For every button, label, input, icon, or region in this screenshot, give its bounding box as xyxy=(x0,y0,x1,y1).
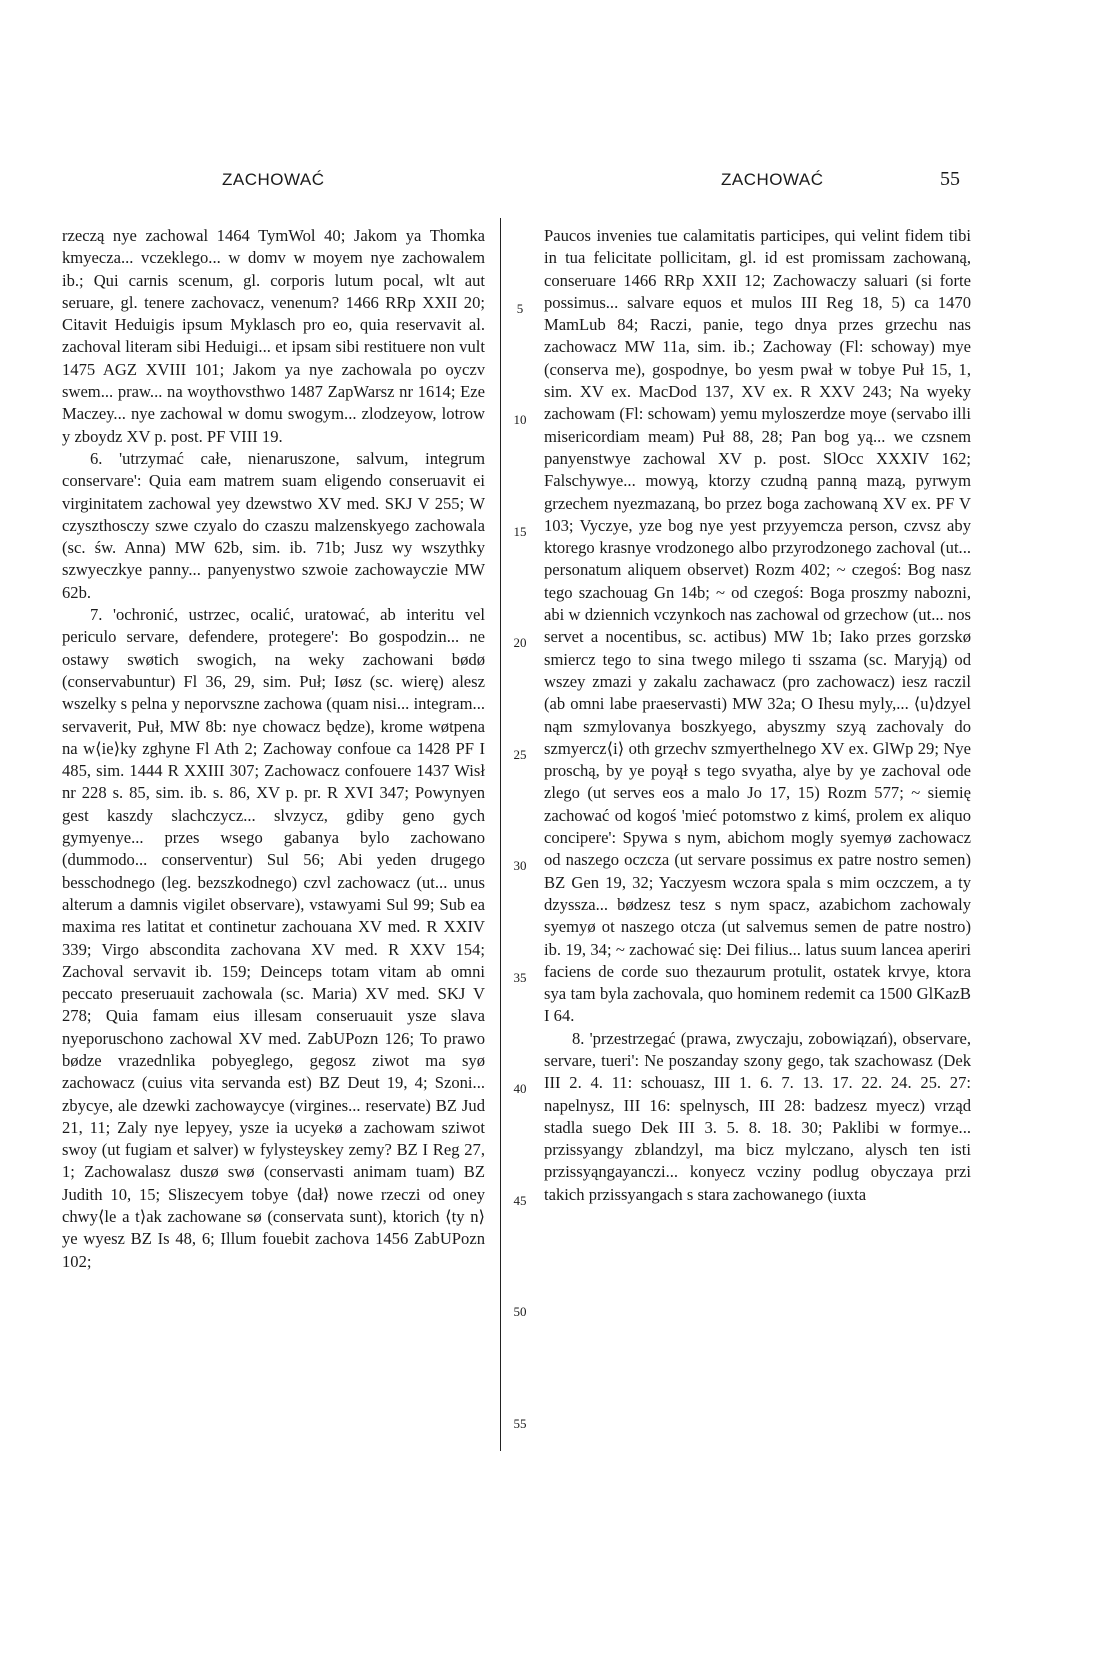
line-number: 5 xyxy=(516,301,524,316)
line-number: 40 xyxy=(513,1081,527,1096)
right-column xyxy=(544,225,971,1206)
running-head-right: ZACHOWAĆ xyxy=(721,170,824,189)
left-column xyxy=(62,225,485,1273)
running-header xyxy=(0,170,1109,200)
paragraph: Paucos invenies tue calamitatis participes, qui velint fidem tibi in tua felicitate pollicitam, gl. id est promissam zachowaną, conseruare 1466 RRp XXII 12; Zachowaczy saluari (si forte possimus... salvare equos et mulos III Reg 18, 5) ca 1470 MamLub 84; Raczi, panie, tego dnya przes grzechu nas zachowacz MW 11a, sim. ib.; Zachoway (Fl: schoway) mye (conserva me), gospodnye, bo yesm pwał w tobye Puł 15, 1, sim. XV ex. MacDod 137, XV ex. R XXV 243; Na wyeky zachowam (Fl: schowam) yemu myloszerdze moye (servabo illi misericordiam meam) Puł 88, 28; Pan bog yą... we czsnem panyenstwye zachowal XV p. post. SlOcc XXXIV 162; Falschywye... mowyą, ktorzy czudną panną mazą, pyrwym grzechem nyezmazaną, bo przez boga zachowaną XV ex. PF V 103; Vyczye, yze bog nye yest przyyemcza person, czvsz aby ktorego krasnye vrodzonego albo przyrodzonego zachoval (ut... personatum aliquem observet) Rozm 402; ~ czegoś: Bog nasz tego szachouag Gn 14b; ~ od czegoś: Boga proszmy nabozni, abi w dziennich vczynkoch nas zachowal od grzechow (ut... nos servet a nocentibus, sc. actibus) MW 1b; Iako przes gorzskø smiercz tego to sina twego milego ti sszama (sc. Maryją) od wszey zmazi y zakalu zachawacz (pro zachowacz) iesz raczil (ab omni labe praeservasti) MW 32a; O Ihesu myly,... ⟨u⟩dzyel nąm szmylovanya boszkyego, abyszmy szyą zachovaly do szmyercz⟨i⟩ oth grzechv szmyerthelnego XV ex. GlWp 29; Nye proschą, by ye poyął s tego svyatha, alye by ye zachoval ode zlego (ut serves eos a malo Jo 17, 15) Rozm 577; ~ siemię zachować od kogoś 'mieć potomstwo z kimś, prolem ex aliquo concipere': Spywa s nym, abichom mogly syemyø zachowacz od naszego oczcza (ut servare possimus ex patre nostro semen) BZ Gen 19, 32; Yaczyesm wczora spala s mim oczczem, a ty dzyssza... bødzesz tesz s nym spacz, azabichom zachowaly syemyø ot naszego otcza (ut salvemus semen de patre nostro) ib. 19, 34; ~ zachować się: Dei filius... latus suum lancea aperiri faciens de corde suo thezaurum protulit, ostatek krvye, ktora sya tam byla zachovala, quo hominem redemit ca 1500 GlKazB I 64. xyxy=(544,226,971,1026)
running-head-left: ZACHOWAĆ xyxy=(222,170,325,189)
column-divider xyxy=(500,218,501,1451)
paragraph: 6. 'utrzymać całe, nienaruszone, salvum, integrum conservare': Quia eam matrem suam eligendo conseruavit ei virginitatem zachowal yey dzewstwo XV med. SKJ V 255; W czyszthosczy szwe czyalo do czaszu malzenskyego zachowala (sc. św. Anna) MW 62b, sim. ib. 71b; Jusz wy wszythky szwyeczkye panny... panyenystwo szwoie zachowayczie MW 62b. xyxy=(62,448,485,602)
line-number: 30 xyxy=(513,858,527,873)
line-number: 45 xyxy=(513,1193,527,1208)
line-number: 20 xyxy=(513,635,527,650)
page-number: 55 xyxy=(940,168,960,190)
paragraph: 7. 'ochronić, ustrzec, ocalić, uratować, ab interitu vel periculo servare, defendere, protegere': Bo gospodzin... ne ostawy swøtich swogich, na weky zachowani bødø (conservabuntur) Fl 36, 29, sim. Puł; Iøsz (sc. wierę) alesz wszelky s pelna y neporvszne zachowa (quam nisi... integram... servaverit, Puł, MW 8b: nye chowacz będze), krome wøtpena na w⟨ie⟩ky zghyne Fl Ath 2; Zachoway confoue ca 1428 PF I 485, sim. 1444 R XXIII 307; Zachowacz confouere 1437 Wisł nr 228 s. 85, sim. ib. s. 86, XV p. pr. R XVI 347; Powynyen gest kaszdy slachczycz... slvzycz, gdiby geno gych gymyenye... przes wsego gabanya bylo zachowano (dummodo... conserventur) Sul 56; Abi yeden drugego besschodnego (leg. bezszkodnego) czvl zachowacz (ut... unus alterum a damnis vigilet observare), vstawyami Sul 99; Sub ea maxima res latitat et continetur zachouana XV med. R XXIV 339; Virgo abscondita zachovana XV med. R XXV 154; Zachoval servavit ib. 159; Deinceps totam vitam ab omni peccato preseruauit zachowala (sc. Maria) XV med. SKJ V 278; Quia famam eius illesam conseruauit ysze slava nyeporuschono zachowal XV med. ZabUPozn 126; To prawo bødze vrazednlika pobyeglego, gegosz ziwot ma syø zachowacz (cuius vita servanda est) BZ Deut 19, 4; Szoni... zbycye, ale dzewki zachowaycye (virgines... reservate) BZ Jud 21, 11; Zaly nye lepyey, ysze ia ucyekø a zachowam sziwot swoy (ut fugiam et salver) w fylysteyskey zemy? BZ I Reg 27, 1; Zachowalasz duszø swø (conservasti animam tuam) BZ Judith 10, 15; Sliszecyem tobye ⟨dał⟩ nowe rzeczi od oney chwy⟨le a t⟩ak zachowane sø (conservata sunt), ktorich ⟨ty n⟩ye wyesz BZ Is 48, 6; Illum fouebit zachova 1456 ZabUPozn 102; xyxy=(62,605,485,1271)
line-number: 25 xyxy=(513,747,527,762)
line-number: 55 xyxy=(513,1416,527,1431)
line-number: 10 xyxy=(513,412,527,427)
line-number: 15 xyxy=(513,524,527,539)
paragraph: rzeczą nye zachowal 1464 TymWol 40; Jakom ya Thomka kmyecza... vczeklego... w domv w moyem nye zachowalem ib.; Qui carnis scenum, gl. corporis lutum pocal, wlt aut seruare, gl. tenere zachovacz, venenum? 1466 RRp XXII 20; Citavit Heduigis ipsum Myklasch pro eo, quia reservavit al. zachoval literam sibi Heduigi... et ipsam sibi restituere non vult 1475 AGZ XVIII 101; Jakom ya nye zachowala po oyczv swem... praw... na woythovsthwo 1487 ZapWarsz nr 1614; Eze Maczey... nye zachowal w domu swogym... zlodzeyow, lotrow y zboydz XV p. post. PF VIII 19. xyxy=(62,226,485,446)
paragraph: 8. 'przestrzegać (prawa, zwyczaju, zobowiązań), observare, servare, tueri': Ne poszanday szony gego, tak szachowasz (Dek III 2. 4. 11: schouasz, III 1. 6. 7. 13. 17. 22. 24. 25. 27: napelnysz, III 16: spelnysch, III 28: badzesz myecz) vrząd stadla suego Dek III 3. 5. 8. 18. 30; Paklibi w formye... przissyangy zblandzyl, ma bicz mylczano, alysch ten isti przissyąngayanczi... konyecz vcziny podlug obyczaya przi takich przissyangach s stara zachowanego (iuxta xyxy=(544,1028,971,1204)
line-number: 35 xyxy=(513,970,527,985)
line-number: 50 xyxy=(513,1304,527,1319)
